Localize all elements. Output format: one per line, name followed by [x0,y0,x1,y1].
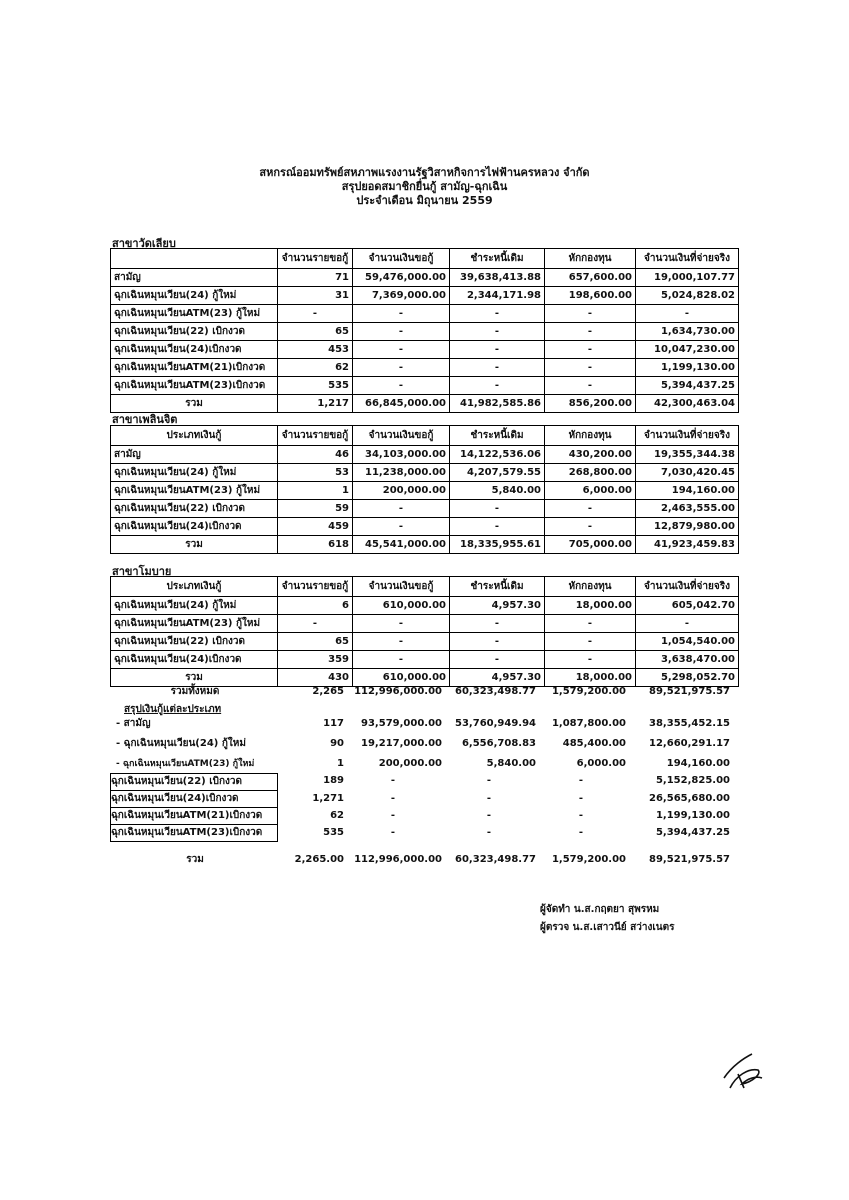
header-fund: หักกองทุน [545,249,636,269]
row-label: ฉุกเฉินหมุนเวียน(24)เบิกงวด [111,518,278,536]
cell-count: 65 [278,633,353,651]
row-label: ฉุกเฉินหมุนเวียน(24)เบิกงวด [111,651,278,669]
header-amount: จำนวนเงินขอกู้ [353,577,450,597]
grand-total-paid: 89,521,975.57 [649,686,730,697]
cell-fund: 268,800.00 [545,464,636,482]
header-type [111,249,278,269]
summary-cell-repay: 53,760,949.94 [455,718,536,729]
cell-paid: - [636,305,739,323]
cell-repay: - [450,305,545,323]
summary-cell-repay: - [486,793,492,804]
header-paid: จำนวนเงินที่จ่ายจริง [636,577,739,597]
cell-amount: - [353,323,450,341]
table-row [111,341,739,359]
summary-row [110,736,730,752]
summary-row-label: ฉุกเฉินหมุนเวียนATM(21)เบิกงวด [110,808,278,825]
summary-cell-amount: - [390,810,396,821]
cell-amount: - [353,341,450,359]
cell-count: 618 [278,536,353,554]
cell-fund: 430,200.00 [545,446,636,464]
summary-row [110,791,730,807]
section-title-wat-liab: สาขาวัดเลียบ [112,237,176,250]
row-label: ฉุกเฉินหมุนเวียนATM(23) กู้ใหม่ [111,482,278,500]
signature-mark [718,1048,768,1094]
summary-cell-paid: 26,565,680.00 [649,793,730,804]
cell-repay: 4,957.30 [450,669,545,687]
cell-fund: - [545,377,636,395]
grand-total-label: รวมทั้งหมด [170,686,220,697]
summary-row [110,808,730,824]
row-label: ฉุกเฉินหมุนเวียน(22) เบิกงวด [111,633,278,651]
summary-total-amount: 112,996,000.00 [354,854,442,865]
cell-fund: - [545,633,636,651]
header-amount: จำนวนเงินขอกู้ [353,426,450,446]
cell-repay: - [450,651,545,669]
header-count: จำนวนรายขอกู้ [278,577,353,597]
cell-count: 31 [278,287,353,305]
cell-fund: 18,000.00 [545,669,636,687]
cell-amount: - [353,518,450,536]
row-label: ฉุกเฉินหมุนเวียนATM(23)เบิกงวด [111,377,278,395]
summary-cell-fund: 6,000.00 [576,758,626,769]
cell-repay: 4,957.30 [450,597,545,615]
header-amount: จำนวนเงินขอกู้ [353,249,450,269]
cell-repay: - [450,341,545,359]
cell-repay: 14,122,536.06 [450,446,545,464]
summary-cell-count: 90 [330,738,344,749]
row-label: ฉุกเฉินหมุนเวียน(24) กู้ใหม่ [111,597,278,615]
cell-fund: 6,000.00 [545,482,636,500]
table-row [111,377,739,395]
cell-fund: 705,000.00 [545,536,636,554]
cell-amount: - [353,359,450,377]
summary-row [110,773,730,789]
row-label: ฉุกเฉินหมุนเวียนATM(23) กู้ใหม่ [111,305,278,323]
table-row [111,305,739,323]
summary-cell-fund: - [578,810,584,821]
cell-repay: - [450,323,545,341]
cell-repay: - [450,377,545,395]
summary-cell-paid: 194,160.00 [666,758,730,769]
cell-paid: 7,030,420.45 [636,464,739,482]
cell-count: 46 [278,446,353,464]
table-row [111,651,739,669]
cell-amount: 66,845,000.00 [353,395,450,413]
row-label: ฉุกเฉินหมุนเวียน(22) เบิกงวด [111,323,278,341]
summary-cell-repay: 6,556,708.83 [461,738,536,749]
cell-fund: - [545,500,636,518]
cell-fund: 856,200.00 [545,395,636,413]
grand-total-fund: 1,579,200.00 [551,686,626,697]
cell-repay: - [450,500,545,518]
cell-fund: - [545,323,636,341]
cell-paid: 19,355,344.38 [636,446,739,464]
table-row [111,446,739,464]
cell-paid: 3,638,470.00 [636,651,739,669]
row-label: สามัญ [111,446,278,464]
table-wat-liab [110,248,739,413]
summary-cell-paid: 5,394,437.25 [655,827,730,838]
grand-total-amount: 112,996,000.00 [354,686,442,697]
summary-heading: สรุปเงินกู้แต่ละประเภท [124,704,222,715]
cell-paid: 10,047,230.00 [636,341,739,359]
cell-amount: 200,000.00 [353,482,450,500]
summary-row-label: ฉุกเฉินหมุนเวียนATM(23)เบิกงวด [110,825,278,842]
summary-cell-count: 1 [337,758,344,769]
section-title-ploenchit: สาขาเพลินจิต [112,413,178,426]
header-type: ประเภทเงินกู้ [111,577,278,597]
header-paid: จำนวนเงินที่จ่ายจริง [636,249,739,269]
summary-total-count: 2,265.00 [294,854,344,865]
cell-paid: 1,199,130.00 [636,359,739,377]
summary-cell-amount: 200,000.00 [378,758,442,769]
table-total-row [111,395,739,413]
header-type: ประเภทเงินกู้ [111,426,278,446]
summary-cell-fund: - [578,827,584,838]
cell-amount: 11,238,000.00 [353,464,450,482]
header-count: จำนวนรายขอกู้ [278,426,353,446]
cell-repay: - [450,518,545,536]
cell-count: 59 [278,500,353,518]
cell-fund: - [545,359,636,377]
summary-cell-amount: 19,217,000.00 [361,738,442,749]
cell-amount: - [353,377,450,395]
row-label: สามัญ [111,269,278,287]
cell-repay: 5,840.00 [450,482,545,500]
cell-amount: 610,000.00 [353,669,450,687]
cell-paid: 5,024,828.02 [636,287,739,305]
cell-fund: 18,000.00 [545,597,636,615]
header-repay: ชำระหนี้เดิม [450,577,545,597]
cell-repay: 18,335,955.61 [450,536,545,554]
cell-paid: 12,879,980.00 [636,518,739,536]
cell-count: - [278,615,353,633]
cell-paid: 41,923,459.83 [636,536,739,554]
summary-total-label: รวม [186,854,204,865]
summary-total-row [110,852,730,868]
row-label: ฉุกเฉินหมุนเวียน(24) กู้ใหม่ [111,287,278,305]
table-row [111,597,739,615]
cell-fund: - [545,615,636,633]
cell-amount: 7,369,000.00 [353,287,450,305]
cell-fund: - [545,651,636,669]
cell-amount: - [353,633,450,651]
summary-total-fund: 1,579,200.00 [551,854,626,865]
header-repay: ชำระหนี้เดิม [450,426,545,446]
cell-amount: - [353,305,450,323]
cell-count: 459 [278,518,353,536]
summary-row [110,756,730,772]
cell-count: 53 [278,464,353,482]
cell-count: - [278,305,353,323]
cell-repay: 2,344,171.98 [450,287,545,305]
summary-cell-fund: 1,087,800.00 [551,718,626,729]
cell-repay: - [450,359,545,377]
summary-row-label: ฉุกเฉินหมุนเวียน(24)เบิกงวด [110,791,278,808]
summary-cell-count: 189 [323,775,344,786]
prepared-by: ผู้จัดทำ น.ส.กฤตยา สุพรหม [540,904,660,915]
cell-count: 71 [278,269,353,287]
table-row [111,287,739,305]
cell-count: 535 [278,377,353,395]
cell-fund: 198,600.00 [545,287,636,305]
section-title-mobile: สาขาโมบาย [112,565,172,578]
cell-paid: 1,054,540.00 [636,633,739,651]
grand-total-repay: 60,323,498.77 [455,686,536,697]
row-label: ฉุกเฉินหมุนเวียนATM(21)เบิกงวด [111,359,278,377]
cell-amount: - [353,500,450,518]
row-label: ฉุกเฉินหมุนเวียน(24) กู้ใหม่ [111,464,278,482]
summary-total-paid: 89,521,975.57 [649,854,730,865]
cell-repay: 39,638,413.88 [450,269,545,287]
table-ploenchit [110,425,739,554]
cell-count: 1,217 [278,395,353,413]
summary-row-label: ฉุกเฉินหมุนเวียน(22) เบิกงวด [110,773,278,791]
cell-repay: - [450,633,545,651]
summary-row [110,716,730,732]
header-repay: ชำระหนี้เดิม [450,249,545,269]
summary-row-label: - ฉุกเฉินหมุนเวียน(24) กู้ใหม่ [116,738,246,749]
cell-amount: 59,476,000.00 [353,269,450,287]
table-row [111,482,739,500]
table-header-row [111,577,739,597]
summary-cell-paid: 5,152,825.00 [655,775,730,786]
grand-total-count: 2,265 [312,686,344,697]
row-label: ฉุกเฉินหมุนเวียนATM(23) กู้ใหม่ [111,615,278,633]
cell-paid: 19,000,107.77 [636,269,739,287]
summary-cell-count: 1,271 [312,793,344,804]
summary-cell-amount: - [390,793,396,804]
cell-amount: - [353,651,450,669]
doc-subtitle: สรุปยอดสมาชิกยื่นกู้ สามัญ-ฉุกเฉิน [341,180,508,193]
table-header-row [111,426,739,446]
table-row [111,518,739,536]
summary-cell-fund: - [578,775,584,786]
cell-repay: 4,207,579.55 [450,464,545,482]
cell-repay: - [450,615,545,633]
summary-cell-paid: 1,199,130.00 [655,810,730,821]
cell-paid: 5,394,437.25 [636,377,739,395]
doc-title: สหกรณ์ออมทรัพย์สหภาพแรงงานรัฐวิสาหกิจการไฟฟ้านครหลวง จำกัด [259,166,590,179]
cell-count: 65 [278,323,353,341]
cell-count: 430 [278,669,353,687]
header-count: จำนวนรายขอกู้ [278,249,353,269]
summary-cell-fund: 485,400.00 [562,738,626,749]
total-label: รวม [111,536,278,554]
summary-cell-paid: 12,660,291.17 [649,738,730,749]
doc-period: ประจำเดือน มิถุนายน 2559 [356,194,493,207]
table-total-row [111,536,739,554]
cell-repay: 41,982,585.86 [450,395,545,413]
summary-cell-amount: - [390,775,396,786]
row-label: ฉุกเฉินหมุนเวียน(22) เบิกงวด [111,500,278,518]
summary-cell-amount: 93,579,000.00 [361,718,442,729]
cell-paid: 2,463,555.00 [636,500,739,518]
cell-count: 359 [278,651,353,669]
header-fund: หักกองทุน [545,577,636,597]
summary-cell-repay: - [486,810,492,821]
summary-row-label: - ฉุกเฉินหมุนเวียนATM(23) กู้ใหม่ [116,759,255,769]
grand-total-row [110,684,730,700]
row-label: ฉุกเฉินหมุนเวียน(24)เบิกงวด [111,341,278,359]
summary-cell-repay: - [486,775,492,786]
total-label: รวม [111,669,278,687]
summary-row [110,825,730,841]
summary-cell-amount: - [390,827,396,838]
cell-fund: - [545,518,636,536]
summary-cell-count: 117 [323,718,344,729]
cell-count: 62 [278,359,353,377]
table-mobile [110,576,739,687]
cell-amount: 610,000.00 [353,597,450,615]
table-row [111,633,739,651]
summary-total-repay: 60,323,498.77 [455,854,536,865]
cell-count: 1 [278,482,353,500]
table-row [111,269,739,287]
cell-count: 6 [278,597,353,615]
cell-paid: 5,298,052.70 [636,669,739,687]
cell-fund: - [545,305,636,323]
cell-amount: - [353,615,450,633]
cell-fund: 657,600.00 [545,269,636,287]
total-label: รวม [111,395,278,413]
summary-cell-count: 535 [323,827,344,838]
table-row [111,500,739,518]
summary-cell-paid: 38,355,452.15 [649,718,730,729]
checked-by: ผู้ตรวจ น.ส.เสาวนีย์ สว่างเนตร [540,922,675,933]
table-row [111,323,739,341]
summary-cell-repay: - [486,827,492,838]
cell-paid: 194,160.00 [636,482,739,500]
cell-amount: 45,541,000.00 [353,536,450,554]
header-paid: จำนวนเงินที่จ่ายจริง [636,426,739,446]
table-header-row [111,249,739,269]
table-row [111,615,739,633]
cell-paid: 605,042.70 [636,597,739,615]
cell-amount: 34,103,000.00 [353,446,450,464]
summary-cell-count: 62 [330,810,344,821]
summary-cell-repay: 5,840.00 [486,758,536,769]
header-fund: หักกองทุน [545,426,636,446]
cell-count: 453 [278,341,353,359]
table-row [111,464,739,482]
summary-cell-fund: - [578,793,584,804]
cell-paid: 1,634,730.00 [636,323,739,341]
summary-row-label: - สามัญ [116,718,151,729]
cell-paid: 42,300,463.04 [636,395,739,413]
cell-paid: - [636,615,739,633]
cell-fund: - [545,341,636,359]
table-row [111,359,739,377]
